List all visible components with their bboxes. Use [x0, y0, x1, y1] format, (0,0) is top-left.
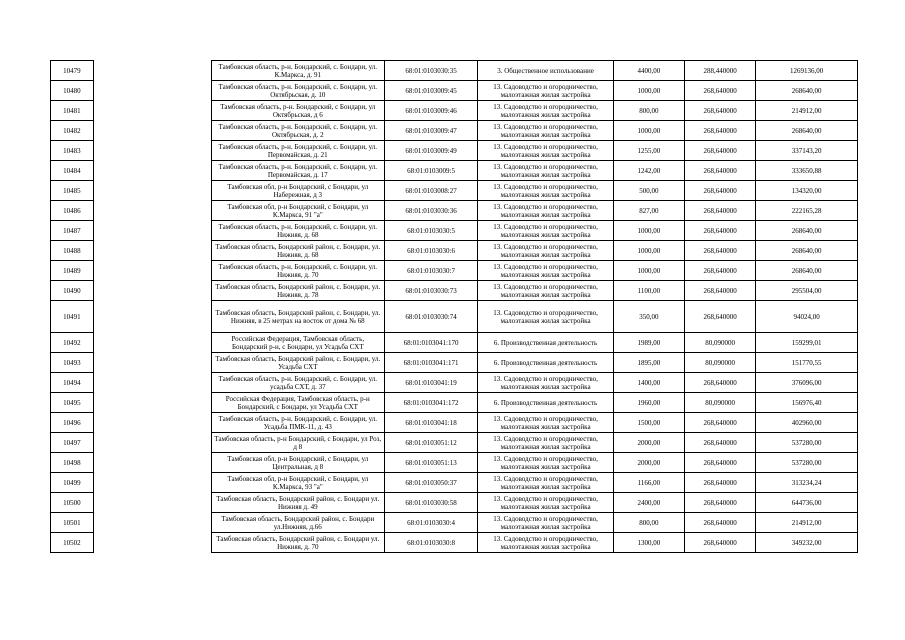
cadastral-number-cell: 68:01:0103030:35	[384, 61, 478, 81]
cadastral-number-cell: 68:01:0103009:45	[384, 81, 478, 101]
cadastral-number-cell: 68:01:0103041:19	[384, 373, 478, 393]
area-cell: 1300,00	[613, 533, 684, 553]
table-body	[51, 61, 858, 553]
land-use-cell: 13. Садоводство и огородничество, малоэтажная жилая застройка	[478, 533, 613, 553]
land-use-cell: 13. Садоводство и огородничество, малоэтажная жилая застройка	[478, 493, 613, 513]
table-row	[51, 373, 858, 393]
blank-gap-cell	[93, 81, 211, 101]
land-use-cell: 13. Садоводство и огородничество, малоэтажная жилая застройка	[478, 201, 613, 221]
blank-gap-cell	[93, 353, 211, 373]
cadastral-value-cell: 295504,00	[756, 281, 858, 301]
cadastral-value-cell: 537280,00	[756, 433, 858, 453]
table-row	[51, 261, 858, 281]
specific-value-cell: 268,640000	[684, 181, 755, 201]
area-cell: 1100,00	[613, 281, 684, 301]
row-number-cell: 10486	[51, 201, 94, 221]
cadastral-number-cell: 68:01:0103030:5	[384, 221, 478, 241]
table-row	[51, 433, 858, 453]
row-number-cell: 10496	[51, 413, 94, 433]
address-cell: Тамбовская область, р-н. Бондарский, с Бондари, ул Октябрьская, д 6	[211, 101, 384, 121]
area-cell: 1500,00	[613, 413, 684, 433]
table-row	[51, 353, 858, 373]
blank-gap-cell	[93, 393, 211, 413]
cadastral-value-cell: 268640,00	[756, 221, 858, 241]
cadastral-value-cell: 333650,88	[756, 161, 858, 181]
area-cell: 2000,00	[613, 453, 684, 473]
table-row	[51, 281, 858, 301]
cadastral-number-cell: 68:01:0103041:172	[384, 393, 478, 413]
specific-value-cell: 268,640000	[684, 433, 755, 453]
specific-value-cell: 268,640000	[684, 281, 755, 301]
area-cell: 827,00	[613, 201, 684, 221]
specific-value-cell: 268,640000	[684, 533, 755, 553]
cadastral-number-cell: 68:01:0103030:4	[384, 513, 478, 533]
cadastral-number-cell: 68:01:0103030:74	[384, 301, 478, 333]
area-cell: 1242,00	[613, 161, 684, 181]
table-row	[51, 301, 858, 333]
address-cell: Тамбовская область, Бондарский район, с. Бондари, ул. Нижняя, д. 78	[211, 281, 384, 301]
land-use-cell: 13. Садоводство и огородничество, малоэтажная жилая застройка	[478, 241, 613, 261]
cadastral-number-cell: 68:01:0103041:18	[384, 413, 478, 433]
specific-value-cell: 268,640000	[684, 161, 755, 181]
table-row	[51, 201, 858, 221]
cadastral-value-cell: 337143,20	[756, 141, 858, 161]
address-cell: Тамбовская область, р-н. Бондарский, с. Бондари, ул. Первомайская, д. 17	[211, 161, 384, 181]
land-use-cell: 13. Садоводство и огородничество, малоэтажная жилая застройка	[478, 373, 613, 393]
blank-gap-cell	[93, 433, 211, 453]
cadastral-number-cell: 68:01:0103050:37	[384, 473, 478, 493]
row-number-cell: 10483	[51, 141, 94, 161]
specific-value-cell: 288,440000	[684, 61, 755, 81]
specific-value-cell: 268,640000	[684, 413, 755, 433]
cadastral-number-cell: 68:01:0103030:73	[384, 281, 478, 301]
area-cell: 2000,00	[613, 433, 684, 453]
blank-gap-cell	[93, 493, 211, 513]
area-cell: 800,00	[613, 101, 684, 121]
specific-value-cell: 268,640000	[684, 141, 755, 161]
table-row	[51, 493, 858, 513]
specific-value-cell: 268,640000	[684, 261, 755, 281]
specific-value-cell: 80,090000	[684, 353, 755, 373]
area-cell: 1000,00	[613, 81, 684, 101]
address-cell: Тамбовская область, р-н. Бондарский, с. Бондари, ул. Первомайская, д. 21	[211, 141, 384, 161]
table-row	[51, 141, 858, 161]
table-row	[51, 533, 858, 553]
table-row	[51, 513, 858, 533]
blank-gap-cell	[93, 221, 211, 241]
cadastral-value-cell: 214912,00	[756, 101, 858, 121]
cadastral-value-cell: 222165,28	[756, 201, 858, 221]
row-number-cell: 10490	[51, 281, 94, 301]
cadastral-number-cell: 68:01:0103030:6	[384, 241, 478, 261]
area-cell: 1960,00	[613, 393, 684, 413]
cadastral-value-cell: 94024,00	[756, 301, 858, 333]
land-use-cell: 13. Садоводство и огородничество, малоэтажная жилая застройка	[478, 121, 613, 141]
specific-value-cell: 268,640000	[684, 513, 755, 533]
cadastral-value-cell: 268640,00	[756, 261, 858, 281]
address-cell: Тамбовская область, Бондарский район, с. Бондари ул. Нижняя д. 49	[211, 493, 384, 513]
cadastral-number-cell: 68:01:0103030:58	[384, 493, 478, 513]
address-cell: Тамбовская обл, р-н Бондарский, с Бондари, ул К.Маркса, 91 "а"	[211, 201, 384, 221]
area-cell: 1255,00	[613, 141, 684, 161]
cadastral-number-cell: 68:01:0103041:171	[384, 353, 478, 373]
land-use-cell: 13. Садоводство и огородничество, малоэтажная жилая застройка	[478, 141, 613, 161]
land-use-cell: 13. Садоводство и огородничество, малоэтажная жилая застройка	[478, 221, 613, 241]
area-cell: 1000,00	[613, 121, 684, 141]
row-number-cell: 10482	[51, 121, 94, 141]
blank-gap-cell	[93, 121, 211, 141]
address-cell: Тамбовская область, р-н. Бондарский, с. Бондари, ул. Октябрьская, д. 2	[211, 121, 384, 141]
area-cell: 1166,00	[613, 473, 684, 493]
cadastral-value-table	[50, 60, 858, 553]
cadastral-number-cell: 68:01:0103009:46	[384, 101, 478, 121]
row-number-cell: 10480	[51, 81, 94, 101]
cadastral-number-cell: 68:01:0103030:8	[384, 533, 478, 553]
blank-gap-cell	[93, 101, 211, 121]
cadastral-number-cell: 68:01:0103051:13	[384, 453, 478, 473]
land-use-cell: 13. Садоводство и огородничество, малоэтажная жилая застройка	[478, 81, 613, 101]
cadastral-value-cell: 1269136,00	[756, 61, 858, 81]
address-cell: Российская Федерация, Тамбовская область, Бондарский р-н, с Бондари, ул Усадьба СХТ	[211, 333, 384, 353]
specific-value-cell: 268,640000	[684, 493, 755, 513]
address-cell: Тамбовская область, р-н. Бондарский, с. Бондари, ул. усадьба СХТ, д. 37	[211, 373, 384, 393]
table-row	[51, 393, 858, 413]
blank-gap-cell	[93, 241, 211, 261]
area-cell: 4400,00	[613, 61, 684, 81]
cadastral-number-cell: 68:01:0103041:170	[384, 333, 478, 353]
land-use-cell: 6. Производственная деятельность	[478, 353, 613, 373]
area-cell: 1400,00	[613, 373, 684, 393]
blank-gap-cell	[93, 261, 211, 281]
blank-gap-cell	[93, 453, 211, 473]
row-number-cell: 10494	[51, 373, 94, 393]
land-use-cell: 13. Садоводство и огородничество, малоэтажная жилая застройка	[478, 261, 613, 281]
cadastral-value-cell: 156976,40	[756, 393, 858, 413]
cadastral-value-cell: 537280,00	[756, 453, 858, 473]
blank-gap-cell	[93, 61, 211, 81]
cadastral-number-cell: 68:01:0103051:12	[384, 433, 478, 453]
blank-gap-cell	[93, 413, 211, 433]
blank-gap-cell	[93, 513, 211, 533]
cadastral-value-cell: 268640,00	[756, 241, 858, 261]
row-number-cell: 10481	[51, 101, 94, 121]
specific-value-cell: 268,640000	[684, 201, 755, 221]
specific-value-cell: 80,090000	[684, 393, 755, 413]
cadastral-value-cell: 151770,55	[756, 353, 858, 373]
address-cell: Тамбовская область, р-н. Бондарский, с. Бондари, ул. Нижняя, д. 70	[211, 261, 384, 281]
specific-value-cell: 268,640000	[684, 81, 755, 101]
specific-value-cell: 268,640000	[684, 453, 755, 473]
row-number-cell: 10487	[51, 221, 94, 241]
blank-gap-cell	[93, 533, 211, 553]
blank-gap-cell	[93, 181, 211, 201]
cadastral-value-cell: 644736,00	[756, 493, 858, 513]
table-row	[51, 81, 858, 101]
area-cell: 800,00	[613, 513, 684, 533]
address-cell: Тамбовская область, Бондарский район, с. Бондари, ул. Нижняя, в 25 метрах на восток от дома № 68	[211, 301, 384, 333]
area-cell: 1000,00	[613, 221, 684, 241]
row-number-cell: 10492	[51, 333, 94, 353]
area-cell: 1989,00	[613, 333, 684, 353]
address-cell: Тамбовская область, р-н. Бондарский, с. Бондари, ул. Октябрьская, д. 10	[211, 81, 384, 101]
row-number-cell: 10485	[51, 181, 94, 201]
specific-value-cell: 268,640000	[684, 473, 755, 493]
land-use-cell: 13. Садоводство и огородничество, малоэтажная жилая застройка	[478, 473, 613, 493]
land-use-cell: 13. Садоводство и огородничество, малоэтажная жилая застройка	[478, 453, 613, 473]
land-use-cell: 13. Садоводство и огородничество, малоэтажная жилая застройка	[478, 513, 613, 533]
cadastral-value-cell: 214912,00	[756, 513, 858, 533]
blank-gap-cell	[93, 473, 211, 493]
specific-value-cell: 268,640000	[684, 121, 755, 141]
address-cell: Тамбовская область, р-н. Бондарский, с. Бондари, ул. Усадьба ПМК-11, д. 43	[211, 413, 384, 433]
cadastral-value-cell: 268640,00	[756, 81, 858, 101]
table-row	[51, 181, 858, 201]
land-use-cell: 13. Садоводство и огородничество, малоэтажная жилая застройка	[478, 161, 613, 181]
address-cell: Российская Федерация, Тамбовская область, р-н Бондарский, с Бондари, ул Усадьба СХТ	[211, 393, 384, 413]
table-row	[51, 473, 858, 493]
blank-gap-cell	[93, 201, 211, 221]
address-cell: Тамбовская область, р-н. Бондарский, с. Бондари, ул. К.Маркса, д. 91	[211, 61, 384, 81]
row-number-cell: 10488	[51, 241, 94, 261]
area-cell: 500,00	[613, 181, 684, 201]
specific-value-cell: 268,640000	[684, 241, 755, 261]
land-use-cell: 13. Садоводство и огородничество, малоэтажная жилая застройка	[478, 281, 613, 301]
cadastral-value-cell: 268640,00	[756, 121, 858, 141]
land-use-cell: 13. Садоводство и огородничество, малоэтажная жилая застройка	[478, 413, 613, 433]
land-use-cell: 6. Производственная деятельность	[478, 333, 613, 353]
cadastral-value-cell: 376096,00	[756, 373, 858, 393]
row-number-cell: 10479	[51, 61, 94, 81]
blank-gap-cell	[93, 373, 211, 393]
row-number-cell: 10495	[51, 393, 94, 413]
row-number-cell: 10498	[51, 453, 94, 473]
row-number-cell: 10497	[51, 433, 94, 453]
cadastral-value-cell: 313234,24	[756, 473, 858, 493]
address-cell: Тамбовская область, р-н Бондарский, с Бондари, ул Роз, д 8	[211, 433, 384, 453]
address-cell: Тамбовская обл, р-н Бондарский, с Бондари, ул К.Маркса, 93 "а"	[211, 473, 384, 493]
area-cell: 2400,00	[613, 493, 684, 513]
land-use-cell: 3. Общественное использование	[478, 61, 613, 81]
land-use-cell: 13. Садоводство и огородничество, малоэтажная жилая застройка	[478, 101, 613, 121]
cadastral-number-cell: 68:01:0103008:27	[384, 181, 478, 201]
address-cell: Тамбовская область, Бондарский район, с. Бондари ул.Нижняя, д.66	[211, 513, 384, 533]
land-use-cell: 13. Садоводство и огородничество, малоэтажная жилая застройка	[478, 181, 613, 201]
cadastral-number-cell: 68:01:0103009:49	[384, 141, 478, 161]
table-row	[51, 413, 858, 433]
area-cell: 1895,00	[613, 353, 684, 373]
blank-gap-cell	[93, 333, 211, 353]
blank-gap-cell	[93, 281, 211, 301]
specific-value-cell: 268,640000	[684, 221, 755, 241]
land-use-cell: 13. Садоводство и огородничество, малоэтажная жилая застройка	[478, 301, 613, 333]
row-number-cell: 10499	[51, 473, 94, 493]
table-row	[51, 61, 858, 81]
cadastral-number-cell: 68:01:0103030:36	[384, 201, 478, 221]
row-number-cell: 10502	[51, 533, 94, 553]
area-cell: 1000,00	[613, 261, 684, 281]
land-use-cell: 13. Садоводство и огородничество, малоэтажная жилая застройка	[478, 433, 613, 453]
cadastral-number-cell: 68:01:0103009:5	[384, 161, 478, 181]
row-number-cell: 10501	[51, 513, 94, 533]
area-cell: 1000,00	[613, 241, 684, 261]
blank-gap-cell	[93, 301, 211, 333]
address-cell: Тамбовская область, Бондарский район, с. Бондари, ул. Усадьба СХТ	[211, 353, 384, 373]
specific-value-cell: 268,640000	[684, 101, 755, 121]
table-row	[51, 121, 858, 141]
row-number-cell: 10484	[51, 161, 94, 181]
cadastral-value-cell: 402960,00	[756, 413, 858, 433]
cadastral-number-cell: 68:01:0103030:7	[384, 261, 478, 281]
table-row	[51, 161, 858, 181]
address-cell: Тамбовская область, Бондарский район, с. Бондари ул. Нижняя, д. 70	[211, 533, 384, 553]
address-cell: Тамбовская обл, р-н Бондарский, с Бондари, ул Центральная, д 8	[211, 453, 384, 473]
table-row	[51, 333, 858, 353]
address-cell: Тамбовская область, Бондарский район, с. Бондари, ул. Нижняя, д. 68	[211, 241, 384, 261]
specific-value-cell: 268,640000	[684, 373, 755, 393]
area-cell: 350,00	[613, 301, 684, 333]
row-number-cell: 10500	[51, 493, 94, 513]
specific-value-cell: 268,640000	[684, 301, 755, 333]
blank-gap-cell	[93, 141, 211, 161]
address-cell: Тамбовская область, р-н. Бондарский, с. Бондари, ул. Нижняя, д. 68	[211, 221, 384, 241]
address-cell: Тамбовская обл, р-н Бондарский, с Бондари, ул Набережная, д 3	[211, 181, 384, 201]
blank-gap-cell	[93, 161, 211, 181]
row-number-cell: 10489	[51, 261, 94, 281]
row-number-cell: 10493	[51, 353, 94, 373]
table-row	[51, 241, 858, 261]
cadastral-value-cell: 134320,00	[756, 181, 858, 201]
table-row	[51, 221, 858, 241]
cadastral-number-cell: 68:01:0103009:47	[384, 121, 478, 141]
specific-value-cell: 80,090000	[684, 333, 755, 353]
table-row	[51, 101, 858, 121]
cadastral-value-cell: 349232,00	[756, 533, 858, 553]
cadastral-value-cell: 159299,01	[756, 333, 858, 353]
table-row	[51, 453, 858, 473]
row-number-cell: 10491	[51, 301, 94, 333]
land-use-cell: 6. Производственная деятельность	[478, 393, 613, 413]
